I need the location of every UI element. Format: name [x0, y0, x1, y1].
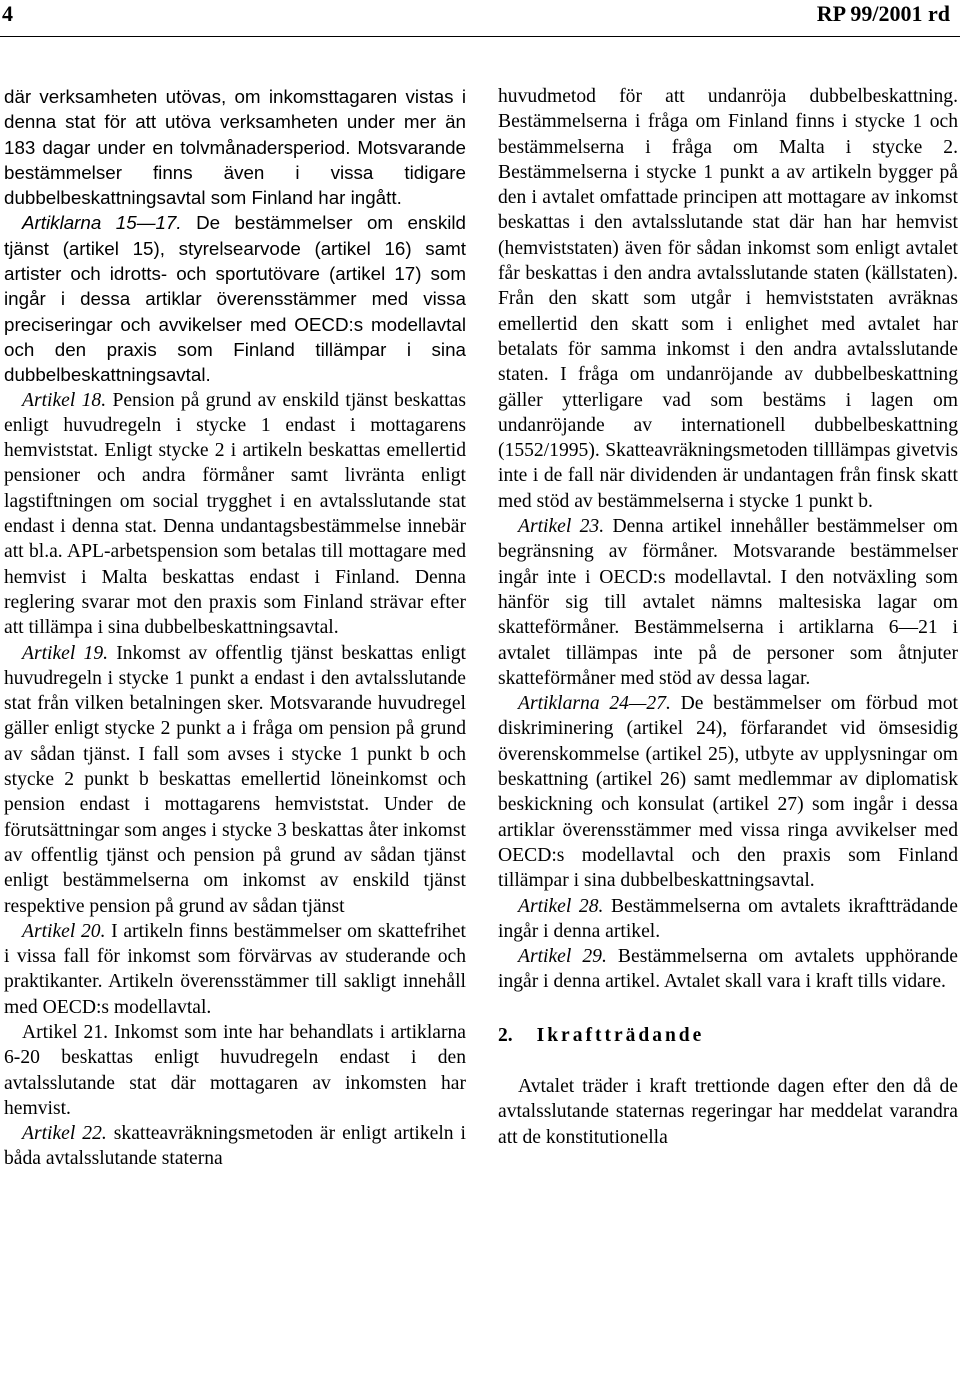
article-19-paragraph: Artikel 19. Inkomst av offentlig tjänst beskattas enligt huvudregeln i stycke 1 punkt a endast i den avtalsslutande stat från vilken betalningen sker. Motsvarande huvudregel gäller enligt stycke 2 punkt a i fråga om pension på grund av sådan tjänst. I fall som avses i stycke 1 punkt b och stycke 2 punkt b beskattas emellertid löneinkomst och pension endast i mottagarens hemviststat. Under de förutsättningar som anges i stycke 3 beskattas åter inkomst av offentlig tjänst och pension på grund av sådan tjänst enligt bestämmelserna om inkomst av enskild tjänst respektive pension på grund av sådan tjänst	[4, 642, 466, 917]
continuation-paragraph: huvudmetod för att undanröja dubbelbeskattning. Bestämmelserna i fråga om Finland finns i stycke 1 och bestämmelserna i fråga om Malta i stycke 2. Bestämmelserna i stycke 1 punkt a av artikeln bygger på den i avtalet omfattade principen att mottagare av inkomst beskattas i den avtalsslutande stat där han har hemvist (hemviststaten) även för sådan inkomst som enligt avtalet får beskattas i den andra avtalsslutande staten (källstaten). Från den skatt som utgår i hemviststaten avräknas emellertid den skatt som i enlighet med avtalet har betalats för samma inkomst i den andra avtalsslutande staten. I fråga om undanröjande av dubbelbeskattning gäller ytterligare vad som bestäms i lagen om undanröjande av internationell dubbelbeskattning (1552/1995). Skatteavräkningsmetoden tilllämpas givetvis inte i de fall när dividenden är undantagen från finsk skatt med stöd av bestämmelserna i stycke 1 punkt b.	[498, 86, 958, 512]
section-heading	[498, 1023, 958, 1048]
section-title: Ikraftträdande	[536, 1024, 705, 1046]
article-29-paragraph: Artikel 29. Bestämmelserna om avtalets upphörande ingår i denna artikel. Avtalet skall vara i kraft tills vidare.	[498, 946, 958, 993]
article-21-paragraph: Artikel 21. Inkomst som inte har behandlats i artiklarna 6-20 beskattas enligt huvudregeln endast i den avtalsslutande stat där mottagaren av inkomsten har hemvist.	[4, 1021, 467, 1119]
articles-15-17-title: Artiklarna 15—17.	[22, 212, 182, 234]
article-29-title: Artikel 29.	[518, 946, 607, 968]
document-id: RP 99/2001 rd	[816, 1, 950, 26]
article-20-paragraph: Artikel 20. I artikeln finns bestämmelser om skattefrihet i vissa fall för inkomst som förvärvas av studerande och praktikanter. Artikeln överensstämmer till sakligt innehåll med OECD:s modellavtal.	[4, 920, 466, 1018]
article-21-title: Artikel 21.	[22, 1021, 109, 1043]
articles-24-27-title: Artiklarna 24—27.	[518, 693, 671, 715]
article-28-title: Artikel 28.	[518, 895, 604, 917]
article-22-title: Artikel 22.	[22, 1123, 107, 1145]
header-rule	[0, 36, 960, 37]
article-20-title: Artikel 20.	[22, 920, 106, 942]
left-column	[4, 84, 466, 1172]
final-paragraph: Avtalet träder i kraft trettionde dagen efter den då de avtalsslutande staternas regeringar har meddelat varandra att de konstitutionella	[498, 1075, 958, 1148]
article-18-title: Artikel 18.	[22, 389, 107, 411]
articles-24-27-paragraph: Artiklarna 24—27. De bestämmelser om förbud mot diskriminering (artikel 24), förfarandet vid ömsesidig överenskommelse (artikel 25), utbyte av upplysningar om beskattning (artikel 26) samt medlemmar av diplomatisk beskickning och konsulat (artikel 27) som ingår i dessa artiklar överensstämmer med vissa ringa avvikelser med OECD:s modellavtal och den praxis som Finland tillämpar i sina dubbelbeskattningsavtal.	[498, 693, 958, 892]
article-19-title: Artikel 19.	[22, 642, 109, 664]
article-22-paragraph: Artikel 22. skatteavräkningsmetoden är enligt artikeln i båda avtalsslutande staterna	[4, 1123, 466, 1170]
article-23-paragraph: Artikel 23. Denna artikel innehåller bestämmelser om begränsning av förmåner. Motsvarande bestämmelser ingår inte i OECD:s modellavtal. I den notväxling som hänför sig till avtalet nämns maltesiska lagar om skatteförmåner. Bestämmelserna i artiklarna 6—21 i avtalet tillämpas inte på de personer som åtnjuter skatteförmåner med stöd av dessa lagar.	[498, 516, 959, 689]
page-number: 4	[2, 1, 13, 26]
article-18-paragraph: Artikel 18. Pension på grund av enskild tjänst beskattas enligt huvudregeln i stycke 1 endast i mottagarens hemviststat. Enligt stycke 2 i artikeln beskattas emellertid pensioner och andra förmåner samt livränta enligt lagstiftningen om social trygghet i en avtalsslutande stat endast i denna stat. Denna undantagsbestämmelse innebär att bl.a. APL-arbetspension som betalas till mottagare med hemvist i Malta beskattas endast i Finland. Denna reglering svarar mot den praxis som Finland strävar efter att tillämpa i sina dubbelbeskattningsavtal.	[4, 389, 466, 639]
page-header	[0, 0, 960, 32]
right-column	[498, 84, 958, 1150]
article-28-paragraph: Artikel 28. Bestämmelserna om avtalets ikraftträdande ingår i denna artikel.	[498, 895, 958, 942]
articles-15-17-paragraph: Artiklarna 15—17. De bestämmelser om enskild tjänst (artikel 15), styrelsearvode (artikel 16) samt artister och idrotts- och sportutövare (artikel 17) som ingår i dessa artiklar överensstämmer med vissa preciseringar och avvikelser med OECD:s modellavtal och den praxis som Finland tillämpar i sina dubbelbeskattningsavtal.	[4, 212, 466, 386]
section-number: 2.	[498, 1024, 513, 1046]
intro-paragraph: där verksamheten utövas, om inkomsttagaren vistas i denna stat för att utöva verksamheten under mer än 183 dagar under en tolvmånadersperiod. Motsvarande bestämmelser finns även i vissa tidigare dubbelbeskattningsavtal som Finland har ingått.	[4, 86, 466, 209]
article-23-title: Artikel 23.	[518, 516, 605, 538]
